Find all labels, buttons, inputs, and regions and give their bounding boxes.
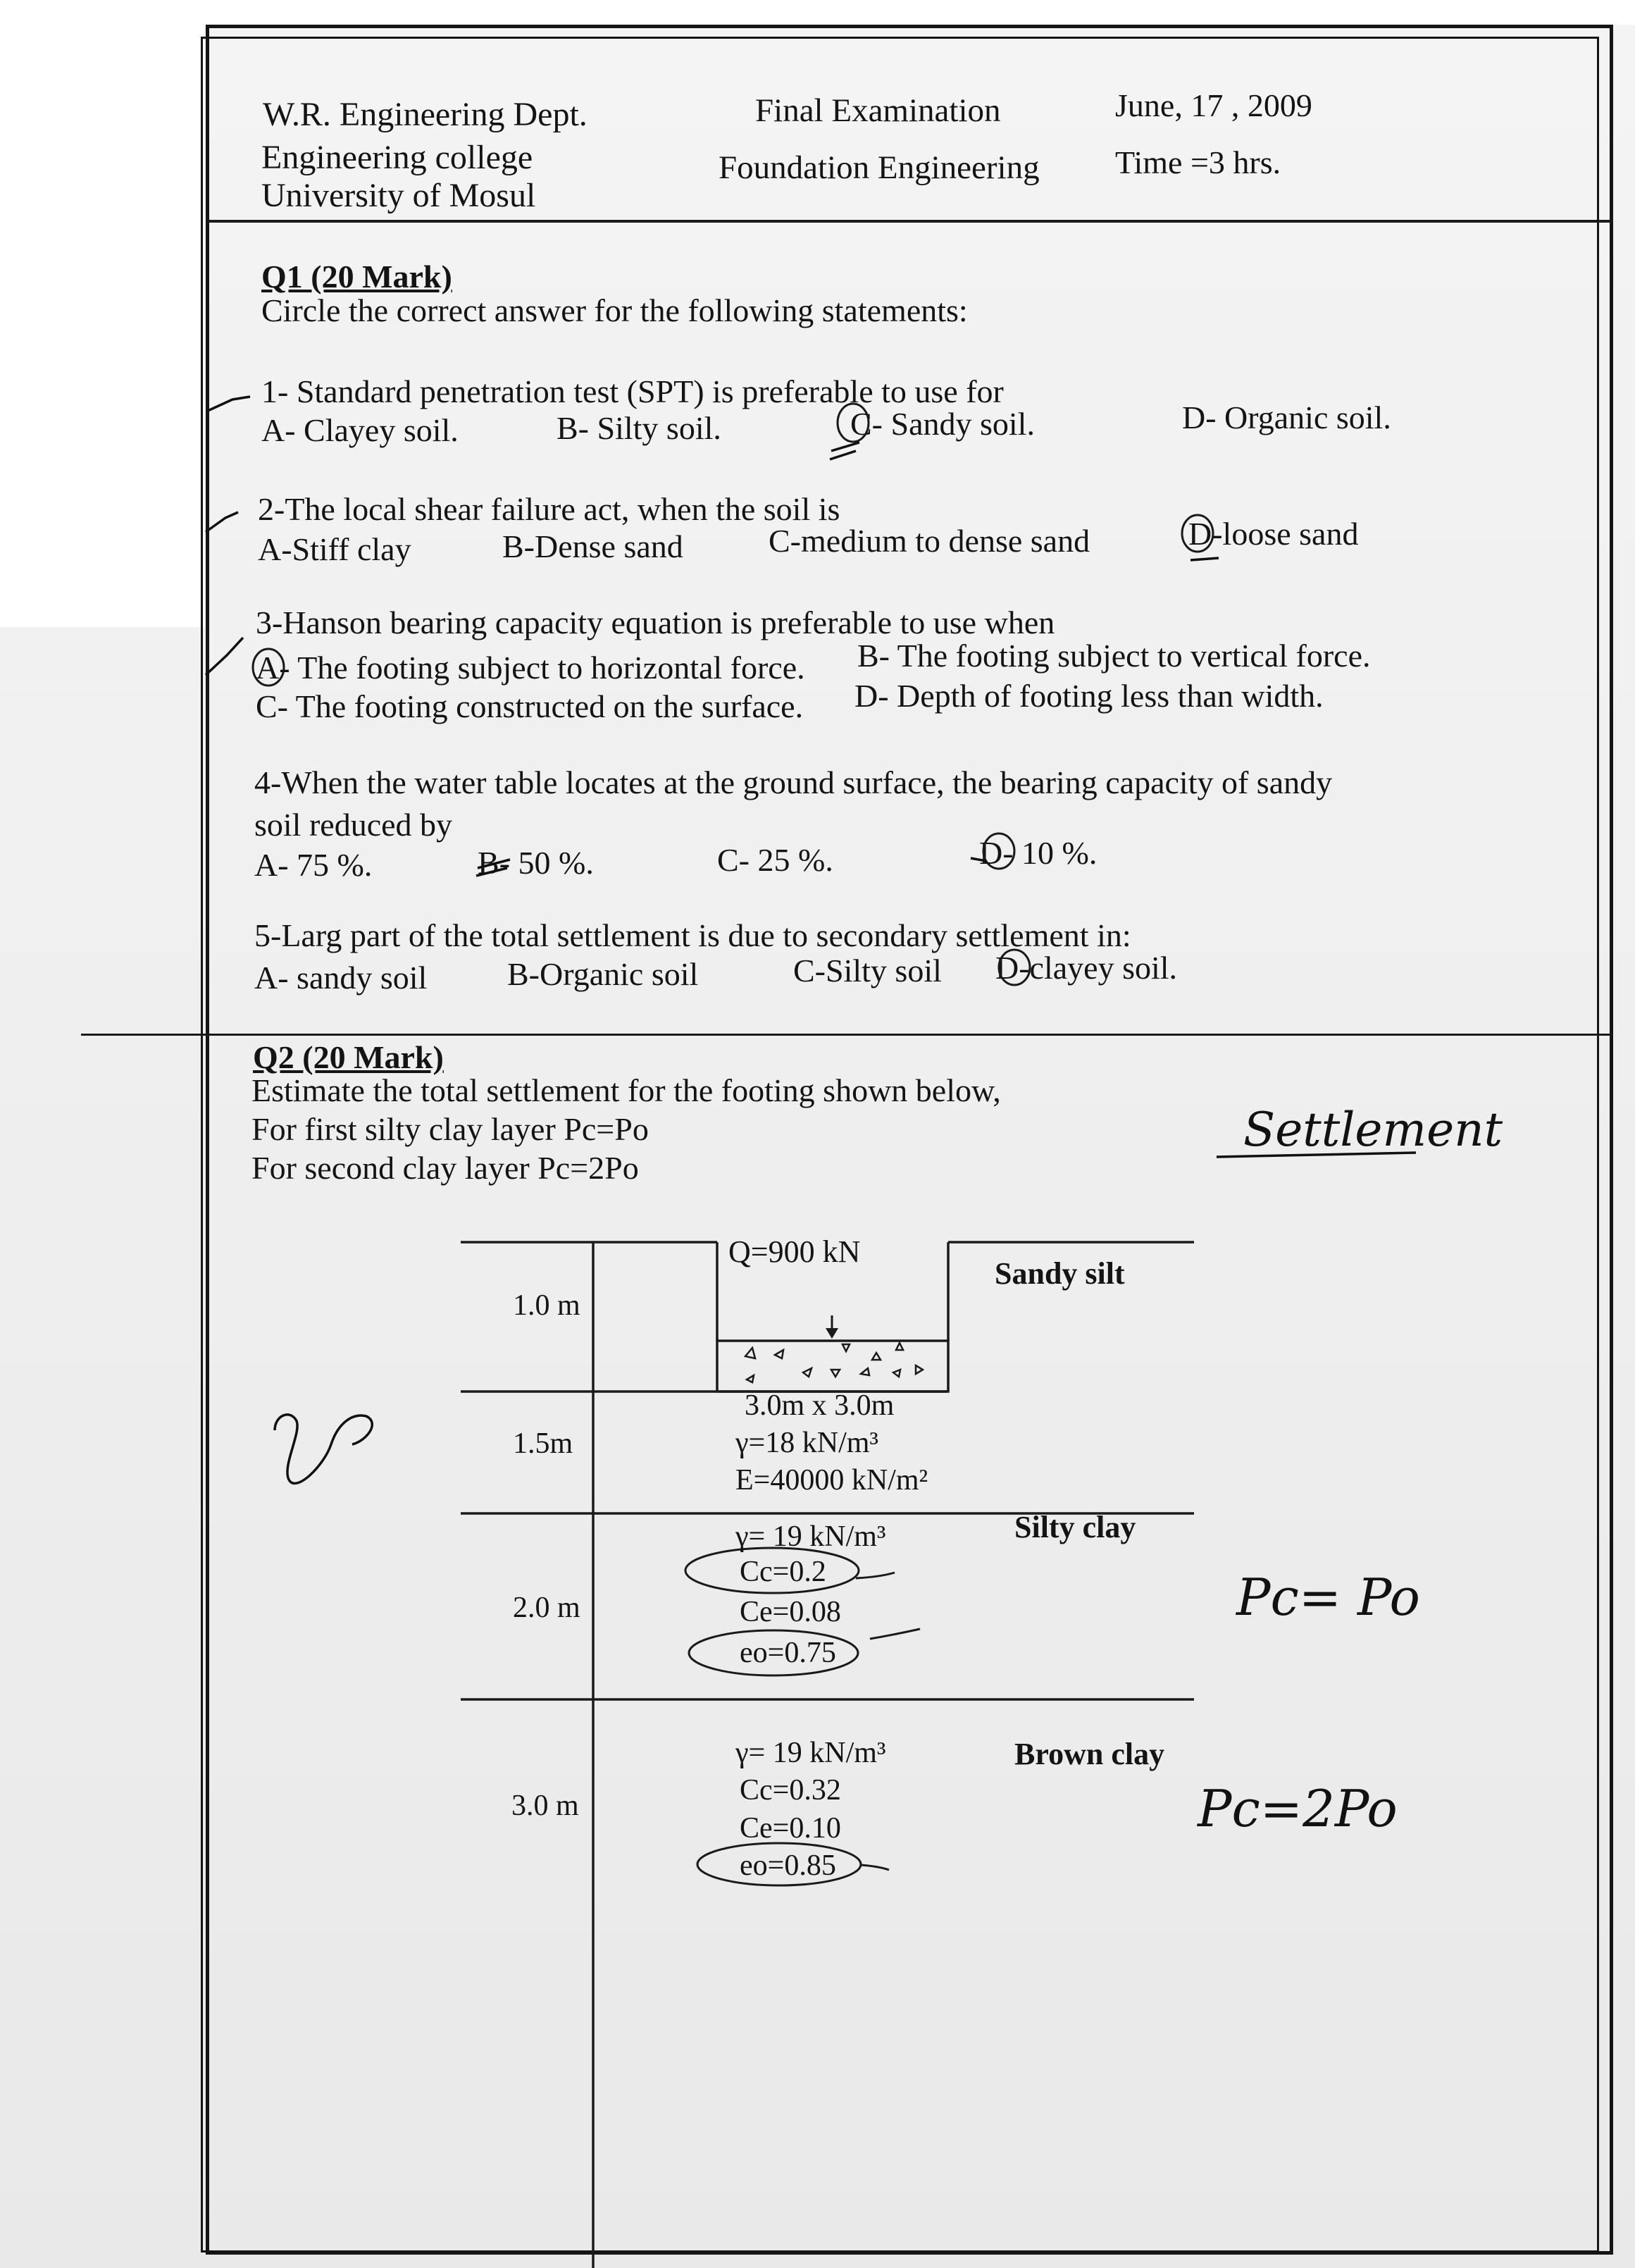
q1-item2-option-b[interactable]: B-Dense sand (502, 528, 683, 564)
exam-date: June, 17 , 2009 (1115, 87, 1312, 123)
footing-size: 3.0m x 3.0m (745, 1389, 895, 1422)
depth-3: 2.0 m (513, 1592, 580, 1624)
load-arrow-head (826, 1328, 838, 1339)
layer3-cc: Cc=0.32 (740, 1774, 841, 1807)
q1-item4-option-d[interactable]: D- 10 %. (979, 835, 1098, 871)
depth-1: 1.0 m (513, 1289, 580, 1322)
layer2-eo: eo=0.75 (740, 1637, 836, 1669)
q1-item3-stem: 3-Hanson bearing capacity equation is preferable to use when (256, 605, 1055, 640)
concrete-aggregate (745, 1343, 923, 1382)
q1-item3-option-a[interactable]: A- The footing subject to horizontal force. (256, 650, 805, 686)
q1-item2-option-d[interactable]: D-loose sand (1188, 516, 1359, 552)
layer1-modulus: E=40000 kN/m² (735, 1464, 928, 1496)
q1-item3-option-c[interactable]: C- The footing constructed on the surface. (256, 688, 804, 724)
layer3-gamma: γ= 19 kN/m³ (735, 1737, 886, 1769)
q1-item3-option-b[interactable]: B- The footing subject to vertical force. (857, 638, 1371, 674)
layer3-eo: eo=0.85 (740, 1849, 836, 1882)
handwritten-pc1: Pc= Po (1236, 1568, 1420, 1627)
q1-item4-stem-cont: soil reduced by (254, 807, 453, 843)
layer2-gamma: γ= 19 kN/m³ (735, 1520, 886, 1553)
q1-item5-option-a[interactable]: A- sandy soil (254, 960, 428, 996)
q1-item1-option-d[interactable]: D- Organic soil. (1182, 399, 1391, 435)
q1-item2-stem: 2-The local shear failure act, when the soil is (258, 491, 840, 527)
q1-item5-option-c[interactable]: C-Silty soil (793, 953, 942, 989)
brown-clay-label: Brown clay (1014, 1737, 1165, 1771)
depth-4: 3.0 m (511, 1790, 579, 1822)
q2-line2: For first silty clay layer Pc=Po (251, 1111, 649, 1147)
layer1-gamma: γ=18 kN/m³ (735, 1427, 879, 1459)
q1-item2-option-a[interactable]: A-Stiff clay (258, 531, 411, 567)
layer2-ce: Ce=0.08 (740, 1596, 841, 1628)
q2-title: Q2 (20 Mark) (253, 1039, 444, 1075)
q1-item5-option-b[interactable]: B-Organic soil (507, 956, 699, 992)
layer2-cc: Cc=0.2 (740, 1556, 826, 1588)
handwritten-circles (253, 404, 1213, 1885)
q1-item4-stem: 4-When the water table locates at the ground surface, the bearing capacity of sandy (254, 764, 1333, 800)
q1-item1-option-b[interactable]: B- Silty soil. (557, 410, 721, 446)
dept-name: W.R. Engineering Dept. (263, 96, 588, 133)
q1-item2-option-c[interactable]: C-medium to dense sand (769, 523, 1090, 559)
q1-item5-stem: 5-Larg part of the total settlement is due to secondary settlement in: (254, 917, 1131, 953)
q1-item1-stem: 1- Standard penetration test (SPT) is preferable to use for (261, 373, 1004, 409)
exam-time: Time =3 hrs. (1115, 144, 1281, 180)
q1-instruction: Circle the correct answer for the following statements: (261, 292, 968, 328)
college-name: Engineering college (261, 139, 533, 176)
q1-item5-option-d[interactable]: D-clayey soil. (995, 950, 1178, 986)
silty-clay-label: Silty clay (1014, 1510, 1136, 1544)
handwritten-ticks (206, 397, 1416, 1483)
university-name: University of Mosul (261, 177, 536, 214)
q1-title: Q1 (20 Mark) (261, 259, 452, 295)
sandy-silt-label: Sandy silt (995, 1256, 1125, 1291)
q1-item4-option-a[interactable]: A- 75 %. (254, 847, 373, 883)
q1-item3-option-d[interactable]: D- Depth of footing less than width. (854, 678, 1324, 714)
q1-item1-option-c[interactable]: C- Sandy soil. (850, 406, 1035, 442)
q1-item1-option-a[interactable]: A- Clayey soil. (261, 412, 459, 448)
handwritten-pc2: Pc=2Po (1198, 1779, 1398, 1838)
q2-line1: Estimate the total settlement for the footing shown below, (251, 1072, 1001, 1108)
layer3-ce: Ce=0.10 (740, 1812, 841, 1845)
course-name: Foundation Engineering (719, 149, 1040, 186)
q2-line3: For second clay layer Pc=2Po (251, 1150, 639, 1186)
depth-2: 1.5m (513, 1427, 573, 1460)
q1-item4-option-b[interactable]: B- 50 %. (478, 845, 594, 881)
handwritten-settlement: Settlement (1243, 1103, 1503, 1157)
q1-item4-option-c[interactable]: C- 25 %. (717, 842, 833, 878)
exam-title: Final Examination (755, 92, 1001, 129)
load-label: Q=900 kN (728, 1234, 861, 1269)
